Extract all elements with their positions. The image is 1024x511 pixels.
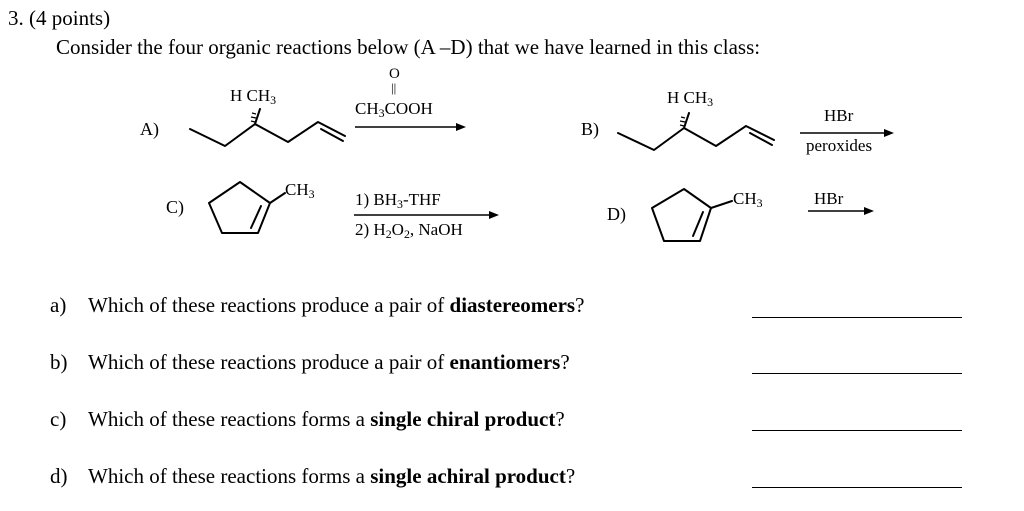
reaction-b-label: B) bbox=[581, 119, 599, 139]
question-number: 3. bbox=[8, 6, 24, 30]
answer-blank-d[interactable] bbox=[752, 487, 962, 488]
reaction-b-alkene-structure bbox=[618, 113, 774, 150]
reaction-b-reagent-top: HBr bbox=[824, 106, 854, 125]
reaction-c-substituent: $CH_3$ bbox=[285, 180, 315, 201]
reaction-a-reagent: $CH_3COOH$ bbox=[355, 99, 433, 120]
question-points: (4 points) bbox=[29, 6, 111, 30]
reaction-a-label: A) bbox=[140, 119, 159, 139]
question-text: Which of these reactions produce a pair of diastereomers? bbox=[88, 293, 585, 317]
question-letter: d) bbox=[50, 464, 68, 488]
reaction-d-substituent: $CH_3$ bbox=[733, 189, 763, 210]
question-text: Which of these reactions forms a single achiral product? bbox=[88, 464, 576, 488]
question-intro: Consider the four organic reactions below (A –D) that we have learned in this class: bbox=[56, 35, 761, 59]
reaction-a-alkene-structure bbox=[190, 109, 345, 146]
question-letter: b) bbox=[50, 350, 68, 374]
question-a bbox=[50, 293, 990, 319]
question-text: Which of these reactions produce a pair of enantiomers? bbox=[88, 350, 570, 374]
reaction-a-reagent-oxygen: O bbox=[389, 66, 400, 82]
reaction-a-substituents: H $CH_3$ bbox=[230, 86, 277, 107]
reaction-d-reagent: HBr bbox=[814, 189, 844, 208]
reaction-c-reagent-line2: 2) $H_2O_2$, NaOH bbox=[355, 220, 463, 241]
reaction-d-cyclopentene-structure bbox=[652, 189, 732, 241]
reaction-c-cyclopentene-structure bbox=[209, 182, 285, 233]
reaction-c-reagent-line1: 1) $BH_3$-THF bbox=[355, 190, 441, 211]
answer-blank-b[interactable] bbox=[752, 373, 962, 374]
reaction-c-label: C) bbox=[166, 197, 184, 217]
answer-blank-c[interactable] bbox=[752, 430, 962, 431]
reaction-a-reagent-double-bond: || bbox=[391, 80, 397, 95]
question-text: Which of these reactions forms a single chiral product? bbox=[88, 407, 565, 431]
question-letter: a) bbox=[50, 293, 67, 317]
reaction-b-substituents: H $CH_3$ bbox=[667, 88, 714, 109]
question-letter: c) bbox=[50, 407, 67, 431]
reaction-b-reagent-bottom: peroxides bbox=[806, 136, 873, 155]
reaction-d-label: D) bbox=[607, 204, 626, 224]
answer-blank-a[interactable] bbox=[752, 317, 962, 318]
